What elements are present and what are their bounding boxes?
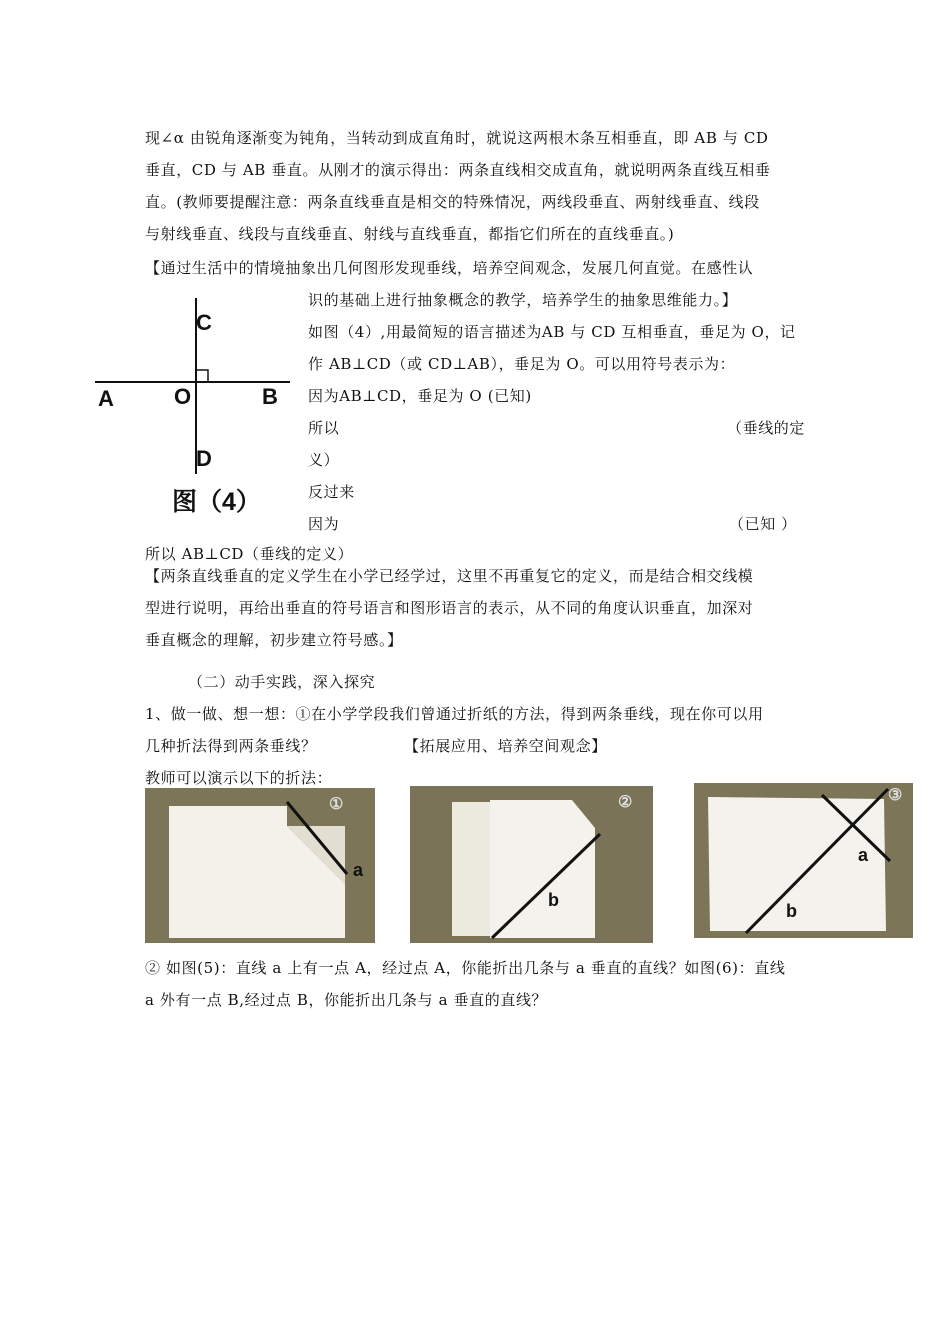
line-label-b: b (786, 901, 797, 921)
photo-number: ① (329, 796, 344, 813)
conclusion-line: 所以 AB⊥CD（垂线的定义） (145, 545, 354, 563)
so-label: 所以 (308, 419, 340, 437)
teaching-note: 【拓展应用、培养空间观念】 (404, 737, 607, 755)
photo-number: ③ (888, 787, 903, 804)
reason-known: （已知 ） (729, 515, 797, 533)
teaching-note-line: 型进行说明，再给出垂直的符号语言和图形语言的表示，从不同的角度认识垂直，加深对 (145, 599, 754, 617)
demo-intro: 教师可以演示以下的折法： (145, 769, 333, 787)
figure-4 (90, 296, 300, 516)
fold-photo-2 (410, 786, 653, 943)
point-label-b: B (262, 384, 278, 409)
conversely-label: 反过来 (308, 483, 355, 501)
point-label-o: O (174, 384, 192, 409)
question-line: 1、做一做、想一想：①在小学学段我们曾通过折纸的方法，得到两条垂线，现在你可以用 (145, 705, 764, 723)
line-label-a: a (353, 860, 364, 880)
teaching-note-line: 【通过生活中的情境抽象出几何图形发现垂线，培养空间观念，发展几何直觉。在感性认 (145, 259, 754, 277)
description-line: 作 AB⊥CD（或 CD⊥AB），垂足为 O。可以用符号表示为： (308, 355, 736, 373)
figure-caption: 图（4） (172, 488, 261, 516)
teaching-note-line: 识的基础上进行抽象概念的教学，培养学生的抽象思维能力。】 (308, 291, 738, 309)
photo-number: ② (618, 794, 633, 811)
paragraph-line: 直。(教师要提醒注意：两条直线垂直是相交的特殊情况，两线段垂直、两射线垂直、线段 (145, 193, 760, 211)
point-label-d: D (196, 446, 212, 471)
question-line: ② 如图(5)：直线 a 上有一点 A，经过点 A，你能折出几条与 a 垂直的直线？如图(6)：直线 (145, 959, 786, 977)
point-label-a: A (98, 386, 114, 411)
fold-photo-3 (694, 783, 913, 938)
line-label-a: a (858, 845, 869, 865)
reason-definition-cont: 义） (308, 451, 340, 469)
fold-photo-1 (145, 788, 375, 943)
question-line: a 外有一点 B,经过点 B，你能折出几条与 a 垂直的直线？ (145, 991, 548, 1009)
question-line: 几种折法得到两条垂线？ (145, 737, 317, 755)
teaching-note-line: 垂直概念的理解，初步建立符号感。】 (145, 631, 403, 649)
because-label: 因为 (308, 515, 340, 533)
paragraph-line: 垂直，CD 与 AB 垂直。从刚才的演示得出：两条直线相交成直角，就说明两条直线互相垂 (145, 161, 771, 179)
point-label-c: C (196, 310, 212, 335)
paragraph-line: 与射线垂直、线段与直线垂直、射线与直线垂直，都指它们所在的直线垂直。) (145, 225, 675, 243)
paragraph-line: 现∠α 由锐角逐渐变为钝角，当转动到成直角时，就说这两根木条互相垂直，即 AB 与 CD (145, 129, 769, 147)
teaching-note-line: 【两条直线垂直的定义学生在小学已经学过，这里不再重复它的定义，而是结合相交线模 (145, 567, 754, 585)
description-line: 如图（4）,用最简短的语言描述为AB 与 CD 互相垂直，垂足为 O，记 (308, 323, 796, 341)
description-line: 因为AB⊥CD，垂足为 O (已知) (308, 387, 532, 405)
section-title: （二）动手实践，深入探究 (188, 673, 376, 691)
line-label-b: b (548, 890, 559, 910)
reason-definition: （垂线的定 (727, 419, 806, 437)
